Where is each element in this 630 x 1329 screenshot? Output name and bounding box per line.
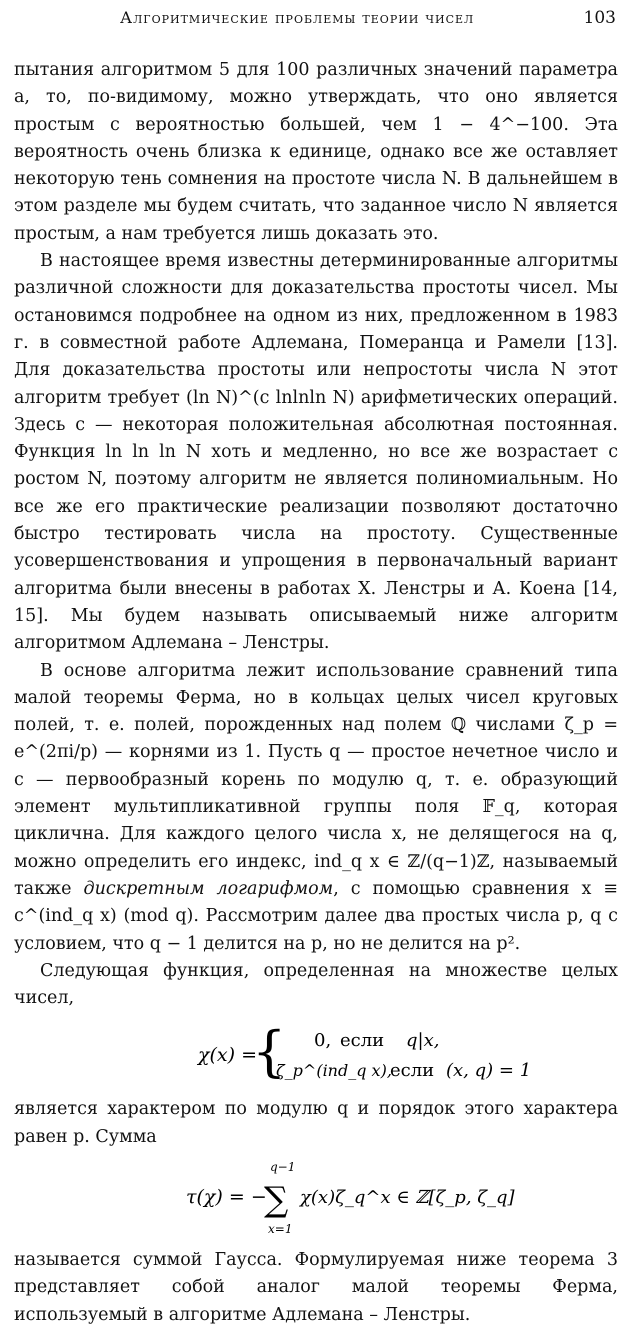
formula-chi xyxy=(14,1022,618,1088)
formula-chi-brace: { xyxy=(252,1022,287,1084)
formula-tau-sum-upper: q−1 xyxy=(270,1159,296,1174)
running-header xyxy=(0,8,630,28)
formula-chi-case2-word: если xyxy=(390,1060,435,1082)
paragraph-3-part-a: В основе алгоритма лежит использование сравнений типа малой теоремы Ферма, но в кольцах целых чисел круговых полей, т. е. полей, порожденных над полем ℚ числами ζ_p = e^(2πi/p) — корнями из 1. Пусть q — простое нечетное число и c — первообразный корень по модулю q, т. е. образующий элемент мультипликативной группы поля 𝔽_q, которая циклична. Для каждого целого числа x, не делящегося на q, можно определить его индекс, ind_q x ∈ ℤ/(q−1)ℤ, называемый также xyxy=(14,660,618,899)
formula-chi-case1-cond: q|x, xyxy=(406,1030,440,1052)
formula-chi-case1-word: если xyxy=(340,1030,385,1052)
formula-chi-case2-value: ζ_p^(ind_q x), xyxy=(276,1061,392,1081)
running-title: Алгоритмические проблемы теории чисел xyxy=(120,8,475,27)
paragraph-4: Следующая функция, определенная на множестве целых чисел, xyxy=(14,960,618,1009)
paragraph-3-part-b: , с помощью сравнения x ≡ c^(ind_q x) (mod q). Рассмотрим далее два простых числа p, q с условием, что q − 1 делится на p, но не делится на p². xyxy=(14,878,618,954)
page-number: 103 xyxy=(583,8,616,28)
paragraph-5: является характером по модулю q и порядок этого характера равен p. Сумма xyxy=(14,1099,618,1147)
paragraph-6: называется суммой Гаусса. Формулируемая ниже теорема 3 представляет собой аналог малой теоремы Ферма, используемый в алгоритме Адлемана – Ленстры. xyxy=(14,1249,618,1325)
body-text xyxy=(14,57,618,1329)
term-discrete-log: дискретным логарифмом xyxy=(83,878,334,899)
formula-tau xyxy=(14,1157,618,1239)
formula-tau-sigma: ∑ xyxy=(264,1179,289,1220)
formula-tau-body: χ(x)ζ_q^x ∈ ℤ[ζ_p, ζ_q] xyxy=(300,1186,515,1208)
formula-chi-case1-value: 0, xyxy=(314,1030,332,1052)
formula-chi-lhs: χ(x) = xyxy=(198,1044,258,1067)
paragraph-2: В настоящее время известны детерминированные алгоритмы различной сложности для доказательства простоты чисел. Мы остановимся подробнее на одном из них, предложенном в 1983 г. в совместной работе Адлемана, Померанца и Рамели [13]. Для доказательства простоты или непростоты числа N этот алгоритм требует (ln N)^(c lnlnln N) арифметических операций. Здесь c — некоторая положительная абсолютная постоянная. Функция ln ln ln N хоть и медленно, но все же возрастает с ростом N, поэтому алгоритм не является полиномиальным. Но все же его практические реализации позволяют достаточно быстро тестировать числа на простоту. Существенные усовершенствования и упрощения в первоначальный вариант алгоритма были внесены в работах Х. Ленстры и А. Коена [14, 15]. Мы будем называть описываемый ниже алгоритм алгоритмом Адлемана – Ленстры. xyxy=(14,251,618,654)
formula-tau-lhs: τ(χ) = − xyxy=(186,1185,267,1208)
formula-chi-case2-cond: (x, q) = 1 xyxy=(446,1060,532,1082)
paragraph-3 xyxy=(14,658,618,958)
formula-tau-sum-lower: x=1 xyxy=(268,1221,293,1236)
paragraph-1: пытания алгоритмом 5 для 100 различных значений параметра a, то, по-видимому, можно утверждать, что оно является простым с вероятностью большей, чем 1 − 4^−100. Эта вероятность очень близка к единице, однако все же оставляет некоторую тень сомнения на простоте числа N. В дальнейшем в этом разделе мы будем считать, что заданное число N является простым, а нам требуется лишь доказать это. xyxy=(14,60,618,244)
